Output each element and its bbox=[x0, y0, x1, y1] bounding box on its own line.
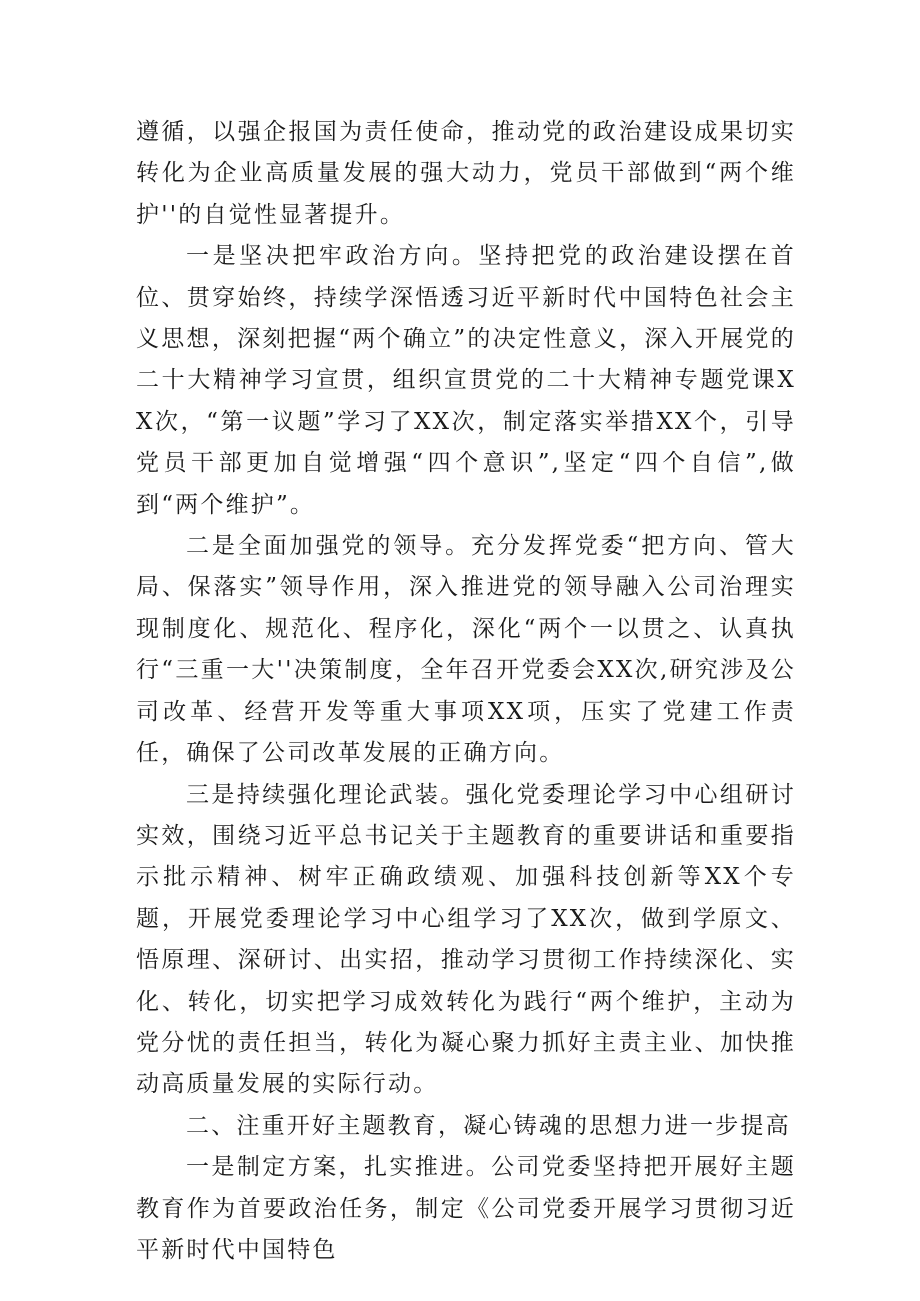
paragraph-continuation: 遵循，以强企报国为责任使命，推动党的政治建设成果切实转化为企业高质量发展的强大动力，党员干部做到“两个维护''的自觉性显著提升。 bbox=[136, 119, 796, 228]
paragraph-party-leadership: 二是全面加强党的领导。充分发挥党委“把方向、管大局、保落实”领导作用，深入推进党的领导融入公司治理实现制度化、规范化、程序化，深化“两个一以贯之、认真执行“三重一大''决策制度，全年召开党委会XX次,研究涉及公司改革、经营开发等重大事项XX项，压实了党建工作责任，确保了公司改革发展的正确方向。 bbox=[136, 533, 796, 767]
paragraph-theory-study: 三是持续强化理论武装。强化党委理论学习中心组研讨实效，围绕习近平总书记关于主题教育的重要讲话和重要指示批示精神、树牢正确政绩观、加强科技创新等XX个专题，开展党委理论学习中心组学习了XX次，做到学原文、悟原理、深研讨、出实招，推动学习贯彻工作持续深化、实化、转化，切实把学习成效转化为践行“两个维护，主动为党分忧的责任担当，转化为凝心聚力抓好主责主业、加快推动高质量发展的实际行动。 bbox=[136, 781, 796, 1098]
paragraph-political-direction: 一是坚决把牢政治方向。坚持把党的政治建设摆在首位、贯穿始终，持续学深悟透习近平新时代中国特色社会主义思想，深刻把握“两个确立”的决定性意义，深入开展党的二十大精神学习宣贯，组织宣贯党的二十大精神专题党课XX次，“第一议题”学习了XX次，制定落实举措XX个，引导党员干部更加自觉增强“四个意识”,坚定“四个自信”,做到“两个维护”。 bbox=[136, 243, 796, 518]
document-body bbox=[136, 112, 796, 1271]
paragraph-plan: 一是制定方案，扎实推进。公司党委坚持把开展好主题教育作为首要政治任务，制定《公司党委开展学习贯彻习近平新时代中国特色 bbox=[136, 1154, 796, 1263]
section-heading: 二、注重开好主题教育，凝心铸魂的思想力进一步提高 bbox=[186, 1112, 791, 1139]
